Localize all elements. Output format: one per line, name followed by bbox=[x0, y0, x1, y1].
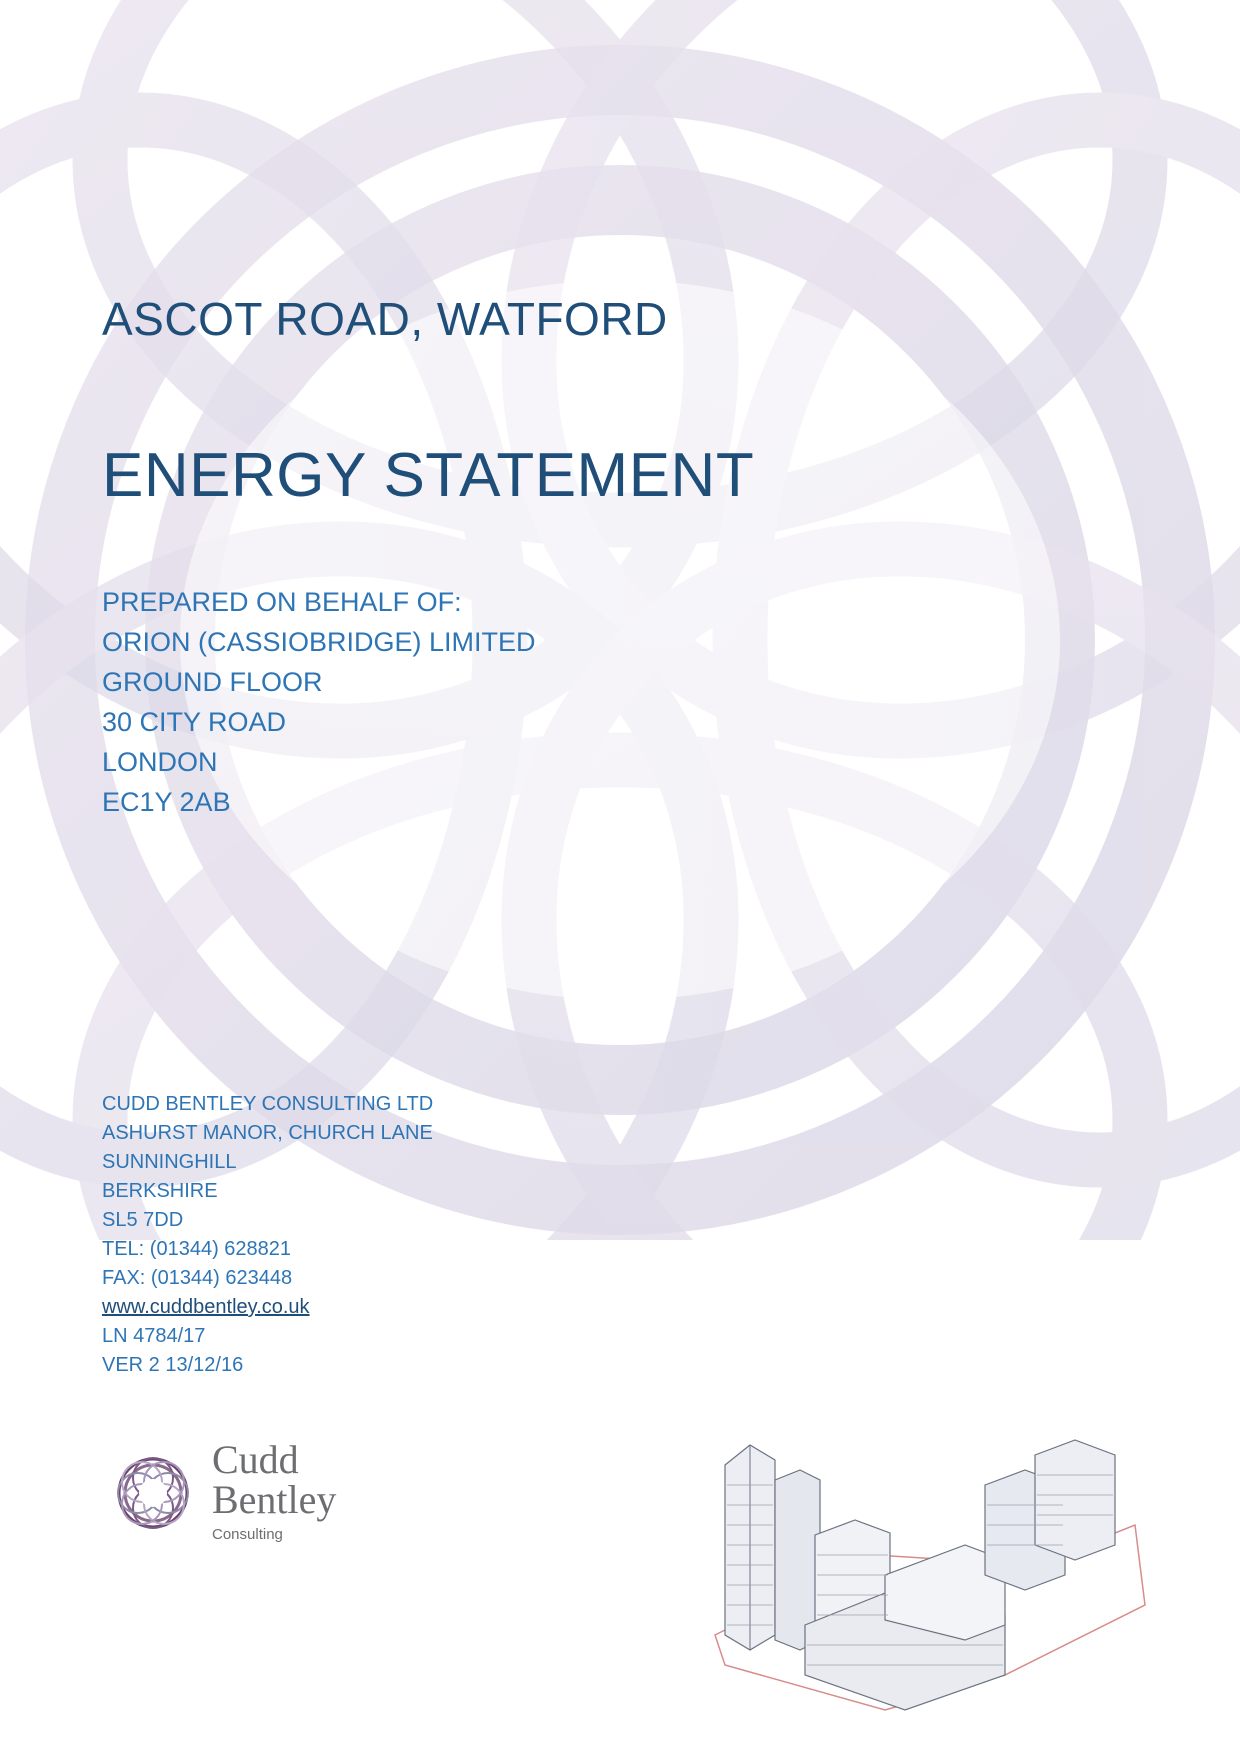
consultant-fax: FAX: (01344) 623448 bbox=[102, 1267, 293, 1289]
consultant-address-line: ASHURST MANOR, CHURCH LANE bbox=[102, 1122, 433, 1144]
logo-text-consulting: Consulting bbox=[212, 1526, 283, 1543]
logo-mark-icon bbox=[100, 1440, 206, 1546]
consultant-tel: TEL: (01344) 628821 bbox=[102, 1238, 292, 1260]
document-reference: LN 4784/17 bbox=[102, 1325, 206, 1347]
document-version: VER 2 13/12/16 bbox=[102, 1354, 244, 1376]
consultant-county: BERKSHIRE bbox=[102, 1180, 218, 1202]
client-block bbox=[102, 582, 536, 822]
consultant-postcode: SL5 7DD bbox=[102, 1209, 184, 1231]
website-link[interactable]: www.cuddbentley.co.uk bbox=[102, 1296, 310, 1318]
consultant-company: CUDD BENTLEY CONSULTING LTD bbox=[102, 1093, 434, 1115]
client-line: GROUND FLOOR bbox=[102, 667, 323, 697]
logo-text-cudd: Cudd bbox=[212, 1437, 299, 1482]
document-subtitle: ENERGY STATEMENT bbox=[102, 441, 755, 510]
client-line: PREPARED ON BEHALF OF: bbox=[102, 587, 462, 617]
consultant-address-line: SUNNINGHILL bbox=[102, 1151, 237, 1173]
client-line: 30 CITY ROAD bbox=[102, 707, 287, 737]
document-title: ASCOT ROAD, WATFORD bbox=[102, 293, 668, 345]
client-line: ORION (CASSIOBRIDGE) LIMITED bbox=[102, 627, 536, 657]
client-line: EC1Y 2AB bbox=[102, 787, 231, 817]
consultant-block bbox=[102, 1090, 433, 1380]
client-line: LONDON bbox=[102, 747, 218, 777]
building-illustration bbox=[705, 1425, 1155, 1715]
company-logo bbox=[100, 1437, 360, 1560]
logo-text-bentley: Bentley bbox=[212, 1477, 337, 1522]
